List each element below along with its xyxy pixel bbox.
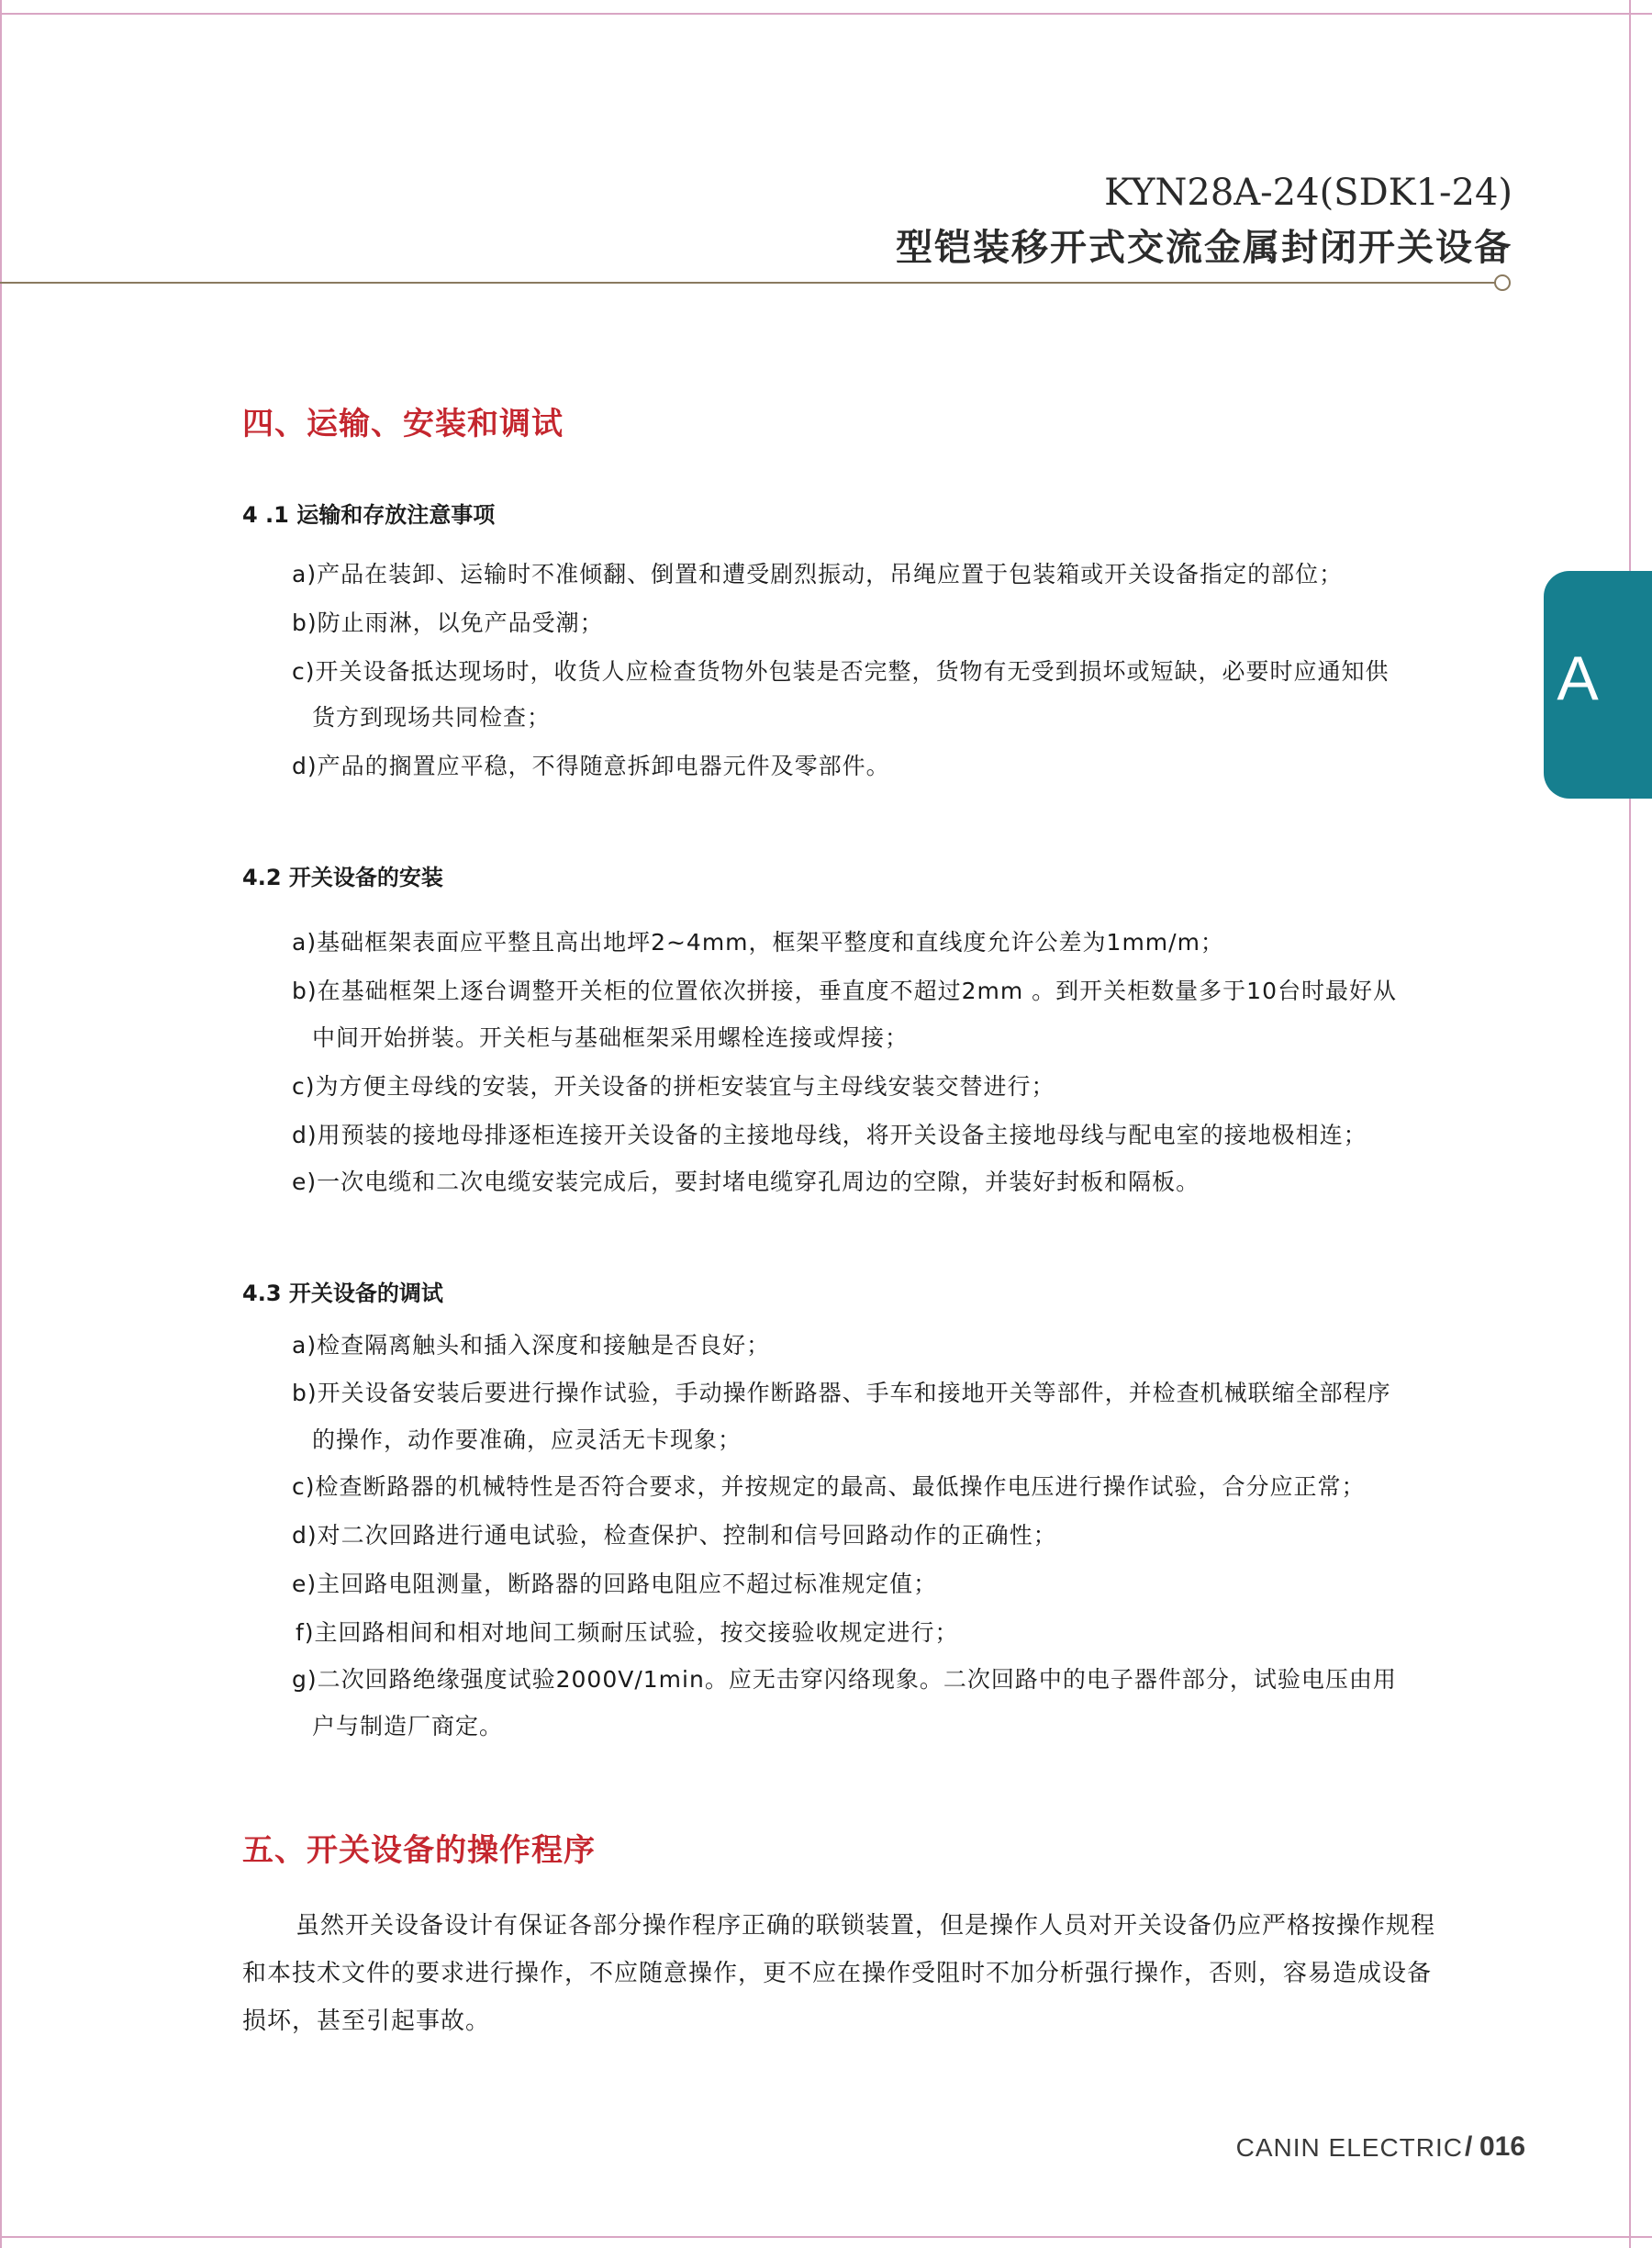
footer-brand: CANIN ELECTRIC xyxy=(1235,2133,1463,2162)
list-item-continuation: 货方到现场共同检查； xyxy=(312,704,552,731)
list-item: e)主回路电阻测量，断路器的回路电阻应不超过标准规定值； xyxy=(292,1571,938,1597)
body-paragraph-line: 虽然开关设备设计有保证各部分操作程序正确的联锁装置，但是操作人员对开关设备仍应严格按操作规程 xyxy=(296,1912,1436,1940)
body-paragraph-line: 损坏，甚至引起事故。 xyxy=(242,2008,491,2035)
section-5-heading: 五、开关设备的操作程序 xyxy=(242,1832,596,1869)
list-item-continuation: 的操作，动作要准确，应灵活无卡现象； xyxy=(312,1426,742,1453)
crop-mark-bottom xyxy=(0,2236,1652,2238)
list-item: a)基础框架表面应平整且高出地坪2~4mm，框架平整度和直线度允许公差为1mm/m； xyxy=(292,929,1224,956)
list-item-continuation: 中间开始拼装。开关柜与基础框架采用螺栓连接或焊接； xyxy=(312,1024,910,1051)
section-tab xyxy=(1544,571,1652,799)
list-item: c)开关设备抵达现场时，收货人应检查货物外包装是否完整，货物有无受到损坏或短缺，必要时应通知供 xyxy=(292,658,1390,685)
list-item: d)产品的搁置应平稳，不得随意拆卸电器元件及零部件。 xyxy=(292,753,890,779)
list-item: b)在基础框架上逐台调整开关柜的位置依次拼接，垂直度不超过2mm 。到开关柜数量多于10台时最好从 xyxy=(292,978,1397,1004)
subsection-4-2-heading: 4.2 开关设备的安装 xyxy=(242,865,443,890)
list-item: c)为方便主母线的安装，开关设备的拼柜安装宜与主母线安装交替进行； xyxy=(292,1073,1055,1100)
list-item: d)对二次回路进行通电试验，检查保护、控制和信号回路动作的正确性； xyxy=(292,1522,1057,1549)
header-rule xyxy=(0,282,1496,284)
section-4-heading: 四、运输、安装和调试 xyxy=(242,406,564,442)
section-tab-letter: A xyxy=(1557,643,1599,713)
list-item: b)开关设备安装后要进行操作试验，手动操作断路器、手车和接地开关等部件，并检查机械联缩全部程序 xyxy=(292,1380,1391,1406)
footer-separator: / xyxy=(1465,2131,1473,2162)
subsection-4-3-heading: 4.3 开关设备的调试 xyxy=(242,1281,443,1306)
header-product-name: 型铠装移开式交流金属封闭开关设备 xyxy=(896,227,1512,269)
page-number: 016 xyxy=(1479,2131,1526,2162)
list-item: d)用预装的接地母排逐柜连接开关设备的主接地母线，将开关设备主接地母线与配电室的接地极相连； xyxy=(292,1122,1367,1148)
crop-mark-right xyxy=(1629,0,1631,2248)
subsection-4-1-heading: 4 .1 运输和存放注意事项 xyxy=(242,502,496,528)
list-item-continuation: 户与制造厂商定。 xyxy=(312,1713,504,1739)
list-item: b)防止雨淋，以免产品受潮； xyxy=(292,610,604,636)
list-item: a)产品在装卸、运输时不准倾翻、倒置和遭受剧烈振动，吊绳应置于包装箱或开关设备指定的部位； xyxy=(292,561,1344,587)
crop-mark-top xyxy=(0,13,1652,15)
header-model: KYN28A-24(SDK1-24) xyxy=(1104,172,1512,214)
body-paragraph-line: 和本技术文件的要求进行操作，不应随意操作，更不应在操作受阻时不加分析强行操作，否则，容易造成设备 xyxy=(242,1960,1433,1987)
header-rule-end-circle xyxy=(1494,274,1511,291)
list-item: e)一次电缆和二次电缆安装完成后，要封堵电缆穿孔周边的空隙，并装好封板和隔板。 xyxy=(292,1169,1200,1195)
list-item: g)二次回路绝缘强度试验2000V/1min。应无击穿闪络现象。二次回路中的电子器件部分，试验电压由用 xyxy=(292,1666,1397,1693)
crop-mark-left xyxy=(0,0,2,2248)
list-item: c)检查断路器的机械特性是否符合要求，并按规定的最高、最低操作电压进行操作试验，合分应正常； xyxy=(292,1473,1366,1500)
list-item: a)检查隔离触头和插入深度和接触是否良好； xyxy=(292,1332,771,1359)
list-item: f)主回路相间和相对地间工频耐压试验，按交接验收规定进行； xyxy=(296,1619,959,1646)
